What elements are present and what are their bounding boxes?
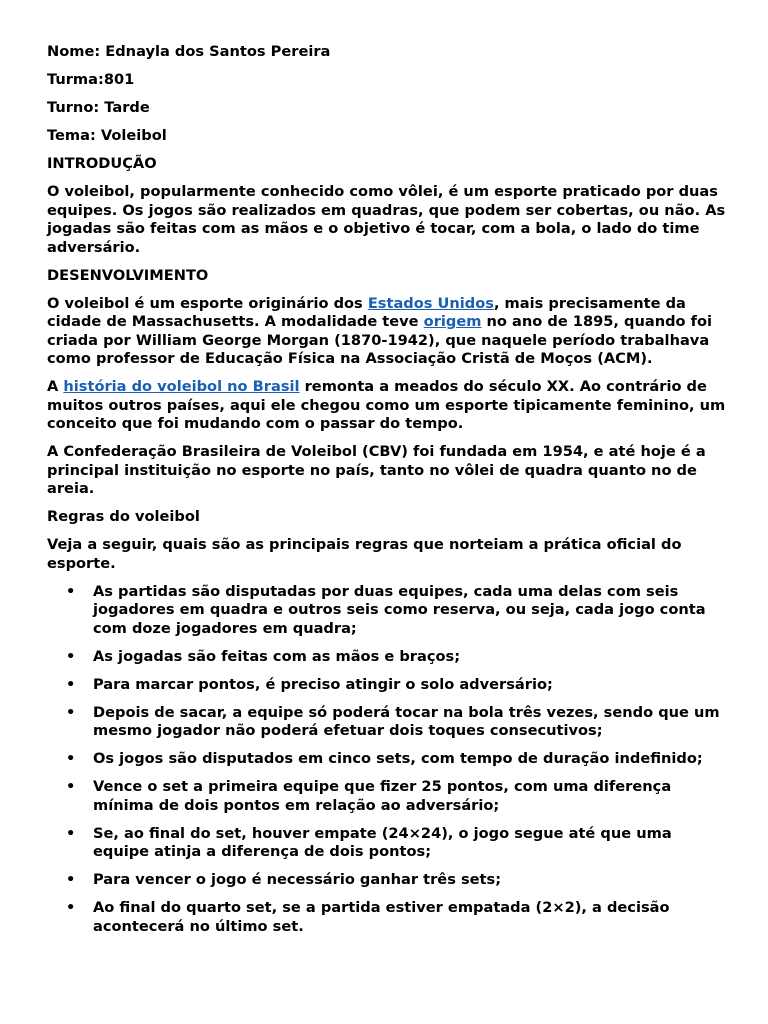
rule-text: Os jogos são disputados em cinco sets, com tempo de duração indefinido; — [93, 750, 703, 767]
rules-intro: Veja a seguir, quais são as principais regras que norteiam a prática oficial do esporte. — [47, 536, 682, 572]
rule-text: Vence o set a primeira equipe que fizer 25 pontos, com uma diferença mínima de dois pontos em relação ao adversário; — [93, 778, 672, 814]
cbv-paragraph: A Confederação Brasileira de Voleibol (CBV) foi fundada em 1954, e até hoje é a principal instituição no esporte no país, tanto no vôlei de quadra quanto no de areia. — [47, 443, 706, 497]
rule-text: As jogadas são feitas com as mãos e braços; — [93, 647, 461, 665]
origin-text-3: no ano de 1895, quando foi criada por William George Morgan (1870-1942), que naquele período trabalhava como professor de Educação Física na Associação Cristã de Moços (ACM). — [47, 313, 713, 367]
origin-text-1: O voleibol é um esporte originário dos — [47, 294, 368, 312]
list-item — [47, 825, 728, 862]
list-item — [47, 899, 728, 936]
rule-text: As partidas são disputadas por duas equipes, cada uma delas com seis jogadores em quadra e outros seis como reserva, ou seja, cada jogo conta com doze jogadores em quadra; — [93, 582, 706, 637]
list-item — [47, 750, 728, 769]
development-heading: DESENVOLVIMENTO — [47, 266, 209, 284]
origem-link[interactable]: origem — [423, 313, 482, 330]
list-item — [47, 583, 728, 639]
bullet-icon: • — [66, 647, 76, 665]
rule-text: Ao final do quarto set, se a partida estiver empatada (2×2), a decisão acontecerá no último set. — [93, 899, 670, 935]
student-name: Nome: Ednayla dos Santos Pereira — [47, 43, 331, 60]
document-theme: Tema: Voleibol — [47, 127, 167, 144]
list-item — [47, 648, 728, 667]
rules-heading: Regras do voleibol — [47, 508, 200, 525]
bullet-icon: • — [66, 750, 76, 767]
brazil-history-paragraph — [47, 378, 728, 434]
origin-text-2: , mais precisamente da cidade de Massachusetts. A modalidade teve — [47, 294, 686, 330]
rule-text: Depois de sacar, a equipe só poderá tocar na bola três vezes, sendo que um mesmo jogador não poderá efetuar dois toques consecutivos; — [93, 703, 720, 739]
bullet-icon: • — [66, 871, 76, 888]
student-shift: Turno: Tarde — [47, 99, 150, 116]
list-item — [47, 778, 728, 815]
list-item — [47, 676, 728, 695]
rule-text: Se, ao final do set, houver empate (24×24), o jogo segue até que uma equipe atinja a diferença de dois pontos; — [93, 824, 672, 860]
list-item — [47, 871, 728, 890]
rule-text: Para vencer o jogo é necessário ganhar três sets; — [93, 871, 502, 888]
bullet-icon: • — [66, 824, 76, 842]
bullet-icon: • — [66, 703, 76, 721]
intro-heading: INTRODUÇÃO — [47, 155, 157, 172]
bullet-icon: • — [66, 778, 76, 795]
brazil-text-1: A — [47, 378, 64, 395]
bullet-icon: • — [66, 582, 76, 600]
historia-voleibol-brasil-link[interactable]: história do voleibol no Brasil — [63, 378, 300, 395]
estados-unidos-link[interactable]: Estados Unidos — [367, 294, 494, 312]
origin-paragraph — [47, 295, 728, 369]
rules-list — [47, 583, 728, 937]
intro-paragraph: O voleibol, popularmente conhecido como vôlei, é um esporte praticado por duas equipes. Os jogos são realizados em quadras, que podem ser cobertas, ou não. As jogadas são feitas com as mãos e o objetivo é tocar, com a bola, o lado do time adversário. — [47, 183, 726, 256]
rule-text: Para marcar pontos, é preciso atingir o solo adversário; — [93, 675, 553, 693]
brazil-text-2: remonta a meados do século XX. Ao contrário de muitos outros países, aqui ele chegou como um esporte tipicamente feminino, um conceito que foi mudando com o passar do tempo. — [47, 378, 726, 432]
bullet-icon: • — [66, 675, 76, 693]
student-class: Turma:801 — [47, 71, 135, 88]
bullet-icon: • — [66, 899, 76, 916]
list-item — [47, 704, 728, 741]
